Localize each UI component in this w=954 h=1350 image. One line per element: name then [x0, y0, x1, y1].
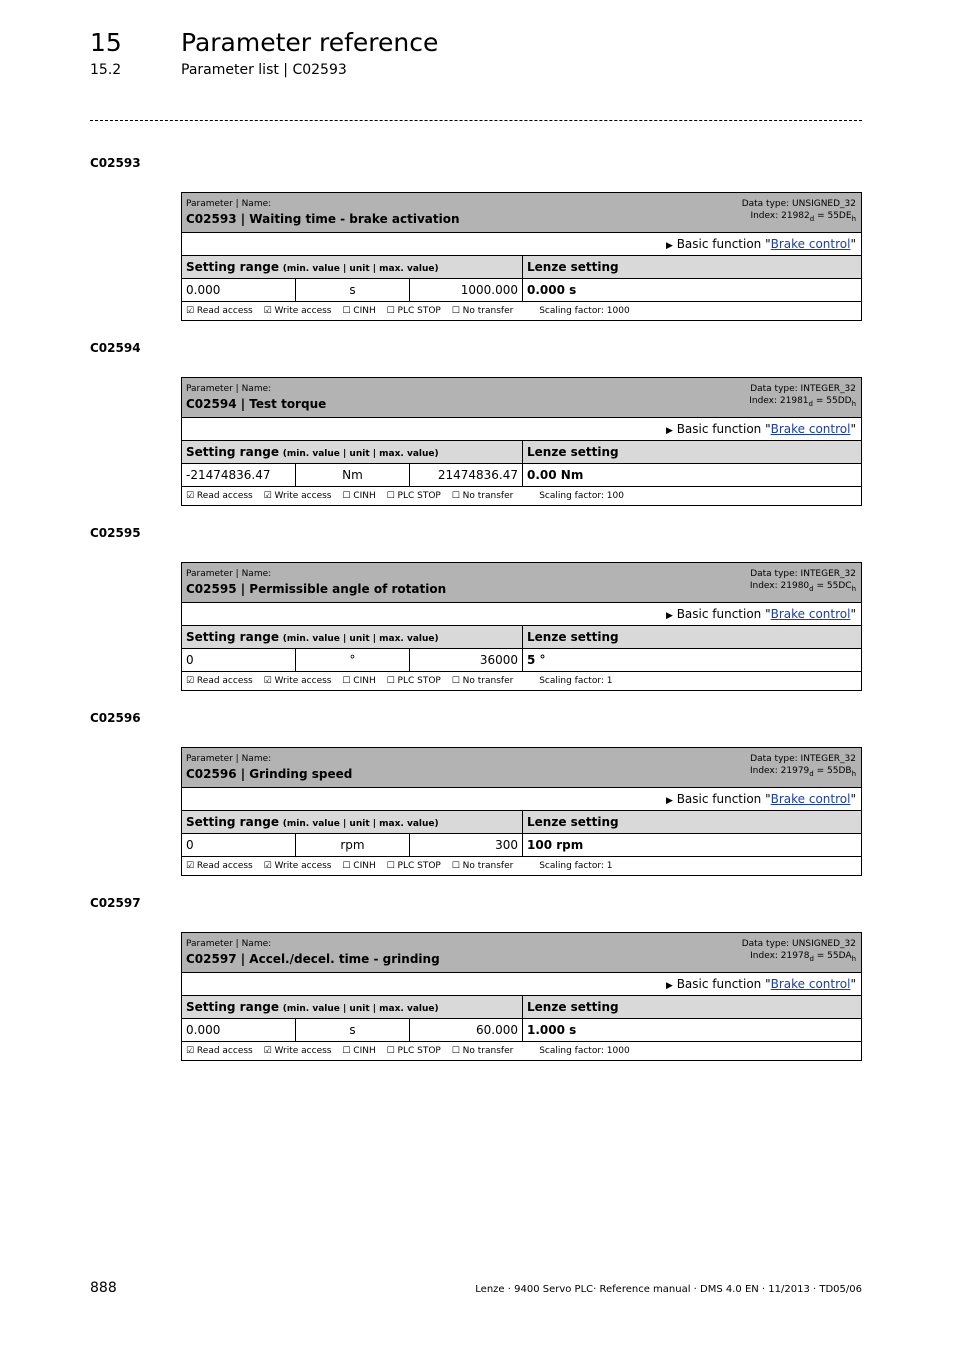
values-row: [182, 1019, 861, 1042]
max-value: 1000.000: [410, 279, 523, 301]
access-flags-row: [182, 302, 861, 320]
param-index: Index: $21980_d = 55DC_h$: [749, 581, 856, 593]
param-label: Parameter | Name:: [186, 754, 272, 764]
write-access-flag: ☑ Write access: [263, 861, 332, 871]
arrow-right-icon: ▶: [665, 796, 673, 806]
write-access-flag: ☑ Write access: [263, 491, 332, 501]
brake-control-link[interactable]: Brake control: [770, 422, 851, 436]
basic-function-row: ▶ Basic function "Brake control": [182, 418, 861, 441]
scaling-factor: Scaling factor: 1: [539, 676, 613, 686]
column-header-row: [182, 626, 861, 649]
data-type: Data type: INTEGER_32: [750, 384, 856, 394]
param-table-header: [182, 378, 861, 418]
min-value: 0: [182, 834, 296, 856]
param-name: C02597 | Accel./decel. time - grinding: [186, 952, 440, 966]
data-type: Data type: INTEGER_32: [750, 754, 856, 764]
max-value: 21474836.47: [410, 464, 523, 486]
param-table: [181, 562, 862, 691]
plc-stop-flag: ☐ PLC STOP: [386, 676, 441, 686]
lenze-setting-header: Lenze setting: [527, 260, 619, 274]
lenze-value: 1.000 s: [527, 1023, 577, 1037]
access-flags-row: [182, 487, 861, 505]
column-header-row: [182, 256, 861, 279]
param-heading: C02593: [90, 156, 141, 170]
min-value: -21474836.47: [182, 464, 296, 486]
basic-function-row: ▶ Basic function "Brake control": [182, 603, 861, 626]
param-name: C02595 | Permissible angle of rotation: [186, 582, 447, 596]
write-access-flag: ☑ Write access: [263, 676, 332, 686]
param-index: Index: $21979_d = 55DB_h$: [749, 766, 856, 778]
column-header-row: [182, 996, 861, 1019]
cinh-flag: ☐ CINH: [342, 861, 376, 871]
cinh-flag: ☐ CINH: [342, 306, 376, 316]
plc-stop-flag: ☐ PLC STOP: [386, 861, 441, 871]
unit: Nm: [296, 464, 410, 486]
section-number: 15.2: [90, 62, 122, 78]
lenze-value: 0.000 s: [527, 283, 577, 297]
page-number: 888: [90, 1280, 117, 1296]
chapter-title: Parameter reference: [181, 28, 439, 57]
no-transfer-flag: ☐ No transfer: [451, 676, 514, 686]
param-heading: C02597: [90, 896, 141, 910]
arrow-right-icon: ▶: [665, 981, 673, 991]
max-value: 36000: [410, 649, 523, 671]
write-access-flag: ☑ Write access: [263, 306, 332, 316]
plc-stop-flag: ☐ PLC STOP: [386, 306, 441, 316]
footer-text: Lenze · 9400 Servo PLC· Reference manual · DMS 4.0 EN · 11/2013 · TD05/06: [475, 1284, 862, 1295]
plc-stop-flag: ☐ PLC STOP: [386, 1046, 441, 1056]
param-label: Parameter | Name:: [186, 384, 272, 394]
param-table-header: [182, 933, 861, 973]
scaling-factor: Scaling factor: 1000: [539, 306, 630, 316]
unit: °: [296, 649, 410, 671]
basic-function-row: ▶ Basic function "Brake control": [182, 788, 861, 811]
scaling-factor: Scaling factor: 1000: [539, 1046, 630, 1056]
no-transfer-flag: ☐ No transfer: [451, 306, 514, 316]
basic-function-row: ▶ Basic function "Brake control": [182, 233, 861, 256]
param-heading: C02596: [90, 711, 141, 725]
brake-control-link[interactable]: Brake control: [770, 607, 851, 621]
basic-function-row: ▶ Basic function "Brake control": [182, 973, 861, 996]
lenze-setting-header: Lenze setting: [527, 815, 619, 829]
max-value: 60.000: [410, 1019, 523, 1041]
param-index: Index: $21981_d = 55DD_h$: [749, 396, 856, 408]
brake-control-link[interactable]: Brake control: [770, 977, 851, 991]
param-table-header: [182, 563, 861, 603]
param-label: Parameter | Name:: [186, 939, 272, 949]
values-row: [182, 464, 861, 487]
header-divider: [90, 120, 862, 121]
arrow-right-icon: ▶: [665, 426, 673, 436]
column-header-row: [182, 811, 861, 834]
setting-range-header: Setting range (min. value | unit | max. value): [182, 996, 523, 1018]
lenze-value: 0.00 Nm: [527, 468, 584, 482]
param-table: [181, 377, 862, 506]
param-table-header: [182, 193, 861, 233]
setting-range-header: Setting range (min. value | unit | max. value): [182, 811, 523, 833]
chapter-number: 15: [90, 28, 122, 57]
param-name: C02596 | Grinding speed: [186, 767, 353, 781]
param-table: [181, 932, 862, 1061]
param-name: C02594 | Test torque: [186, 397, 327, 411]
max-value: 300: [410, 834, 523, 856]
param-label: Parameter | Name:: [186, 199, 272, 209]
values-row: [182, 649, 861, 672]
values-row: [182, 279, 861, 302]
param-table: [181, 747, 862, 876]
param-heading: C02594: [90, 341, 141, 355]
brake-control-link[interactable]: Brake control: [770, 237, 851, 251]
min-value: 0: [182, 649, 296, 671]
read-access-flag: ☑ Read access: [186, 1046, 253, 1056]
access-flags-row: [182, 857, 861, 875]
param-name: C02593 | Waiting time - brake activation: [186, 212, 460, 226]
section-title: Parameter list | C02593: [181, 62, 347, 78]
values-row: [182, 834, 861, 857]
no-transfer-flag: ☐ No transfer: [451, 491, 514, 501]
access-flags-row: [182, 672, 861, 690]
read-access-flag: ☑ Read access: [186, 861, 253, 871]
write-access-flag: ☑ Write access: [263, 1046, 332, 1056]
unit: rpm: [296, 834, 410, 856]
cinh-flag: ☐ CINH: [342, 676, 376, 686]
unit: s: [296, 1019, 410, 1041]
arrow-right-icon: ▶: [665, 241, 673, 251]
param-heading: C02595: [90, 526, 141, 540]
scaling-factor: Scaling factor: 100: [539, 491, 624, 501]
setting-range-header: Setting range (min. value | unit | max. value): [182, 626, 523, 648]
param-index: Index: $21982_d = 55DE_h$: [750, 211, 856, 223]
cinh-flag: ☐ CINH: [342, 491, 376, 501]
access-flags-row: [182, 1042, 861, 1060]
no-transfer-flag: ☐ No transfer: [451, 861, 514, 871]
lenze-value: 100 rpm: [527, 838, 584, 852]
read-access-flag: ☑ Read access: [186, 676, 253, 686]
column-header-row: [182, 441, 861, 464]
scaling-factor: Scaling factor: 1: [539, 861, 613, 871]
setting-range-header: Setting range (min. value | unit | max. value): [182, 441, 523, 463]
param-label: Parameter | Name:: [186, 569, 272, 579]
no-transfer-flag: ☐ No transfer: [451, 1046, 514, 1056]
lenze-setting-header: Lenze setting: [527, 1000, 619, 1014]
data-type: Data type: UNSIGNED_32: [741, 939, 856, 949]
data-type: Data type: UNSIGNED_32: [741, 199, 856, 209]
lenze-setting-header: Lenze setting: [527, 630, 619, 644]
param-table-header: [182, 748, 861, 788]
min-value: 0.000: [182, 1019, 296, 1041]
min-value: 0.000: [182, 279, 296, 301]
lenze-value: 5 °: [527, 653, 546, 667]
unit: s: [296, 279, 410, 301]
param-table: [181, 192, 862, 321]
plc-stop-flag: ☐ PLC STOP: [386, 491, 441, 501]
setting-range-header: Setting range (min. value | unit | max. value): [182, 256, 523, 278]
brake-control-link[interactable]: Brake control: [770, 792, 851, 806]
read-access-flag: ☑ Read access: [186, 306, 253, 316]
read-access-flag: ☑ Read access: [186, 491, 253, 501]
arrow-right-icon: ▶: [665, 611, 673, 621]
data-type: Data type: INTEGER_32: [750, 569, 856, 579]
param-index: Index: $21978_d = 55DA_h$: [750, 951, 856, 963]
cinh-flag: ☐ CINH: [342, 1046, 376, 1056]
lenze-setting-header: Lenze setting: [527, 445, 619, 459]
